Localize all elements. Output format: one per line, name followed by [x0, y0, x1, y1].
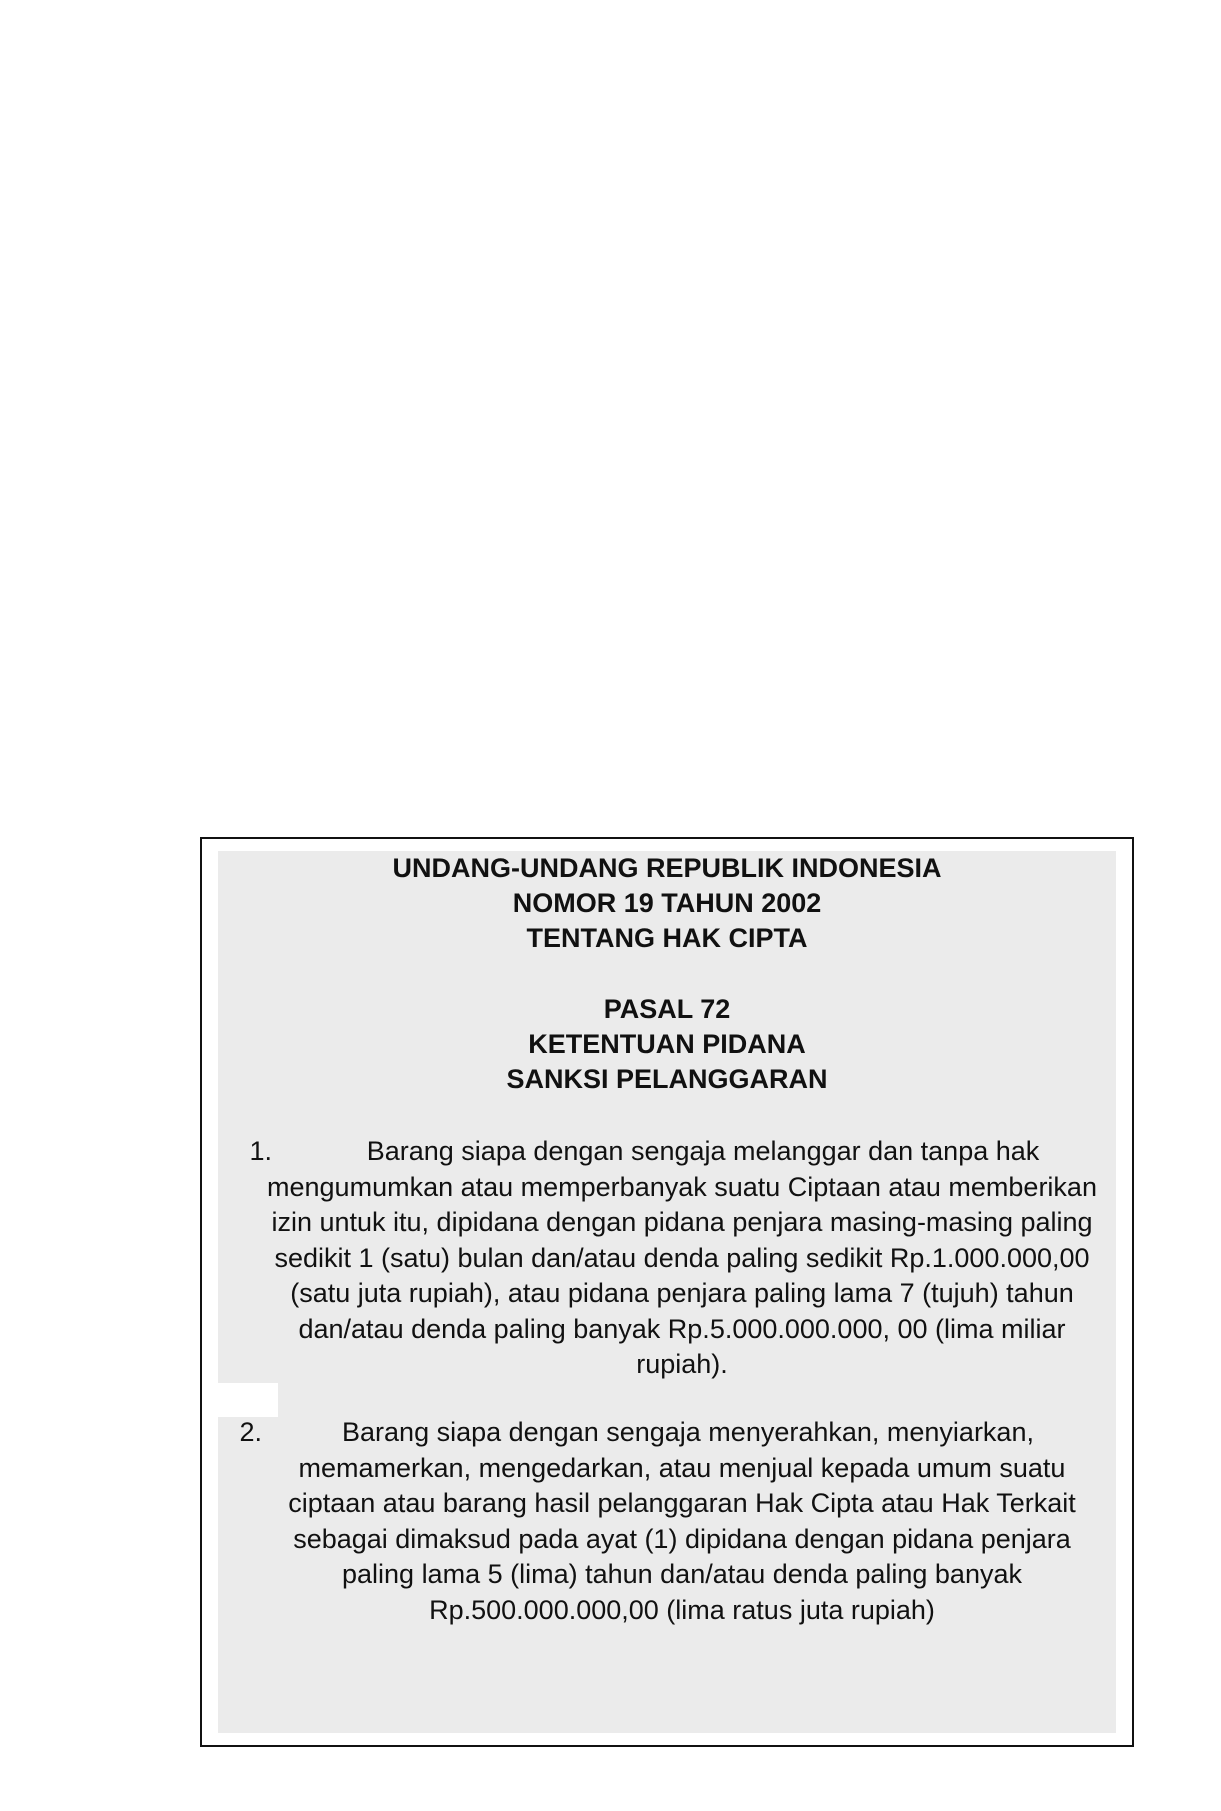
clause-text: Barang siapa dengan sengaja melanggar dan tanpa hak mengumumkan atau memperbanyak suatu Ciptaan atau memberikan izin untuk itu, dipidana dengan pidana penjara masing-masing paling sedikit 1 (satu) bulan dan/atau denda paling sedikit Rp.1.000.000,00 (satu juta rupiah), atau pidana penjara paling lama 7 (tujuh) tahun dan/atau denda paling banyak Rp.5.000.000.000, 00 (lima miliar rupiah). [267, 1136, 1097, 1379]
article-title: KETENTUAN PIDANA [528, 1029, 806, 1059]
law-number-line: NOMOR 19 TAHUN 2002 [512, 888, 822, 918]
clause-text: Barang siapa dengan sengaja menyerahkan, menyiarkan, memamerkan, mengedarkan, atau menjual kepada umum suatu ciptaan atau barang hasil pelanggaran Hak Cipta atau Hak Terkait sebagai dimaksud pada ayat (1) dipidana dengan pidana penjara paling lama 5 (lima) tahun dan/atau denda paling banyak Rp.500.000.000,00 (lima ratus juta rupiah) [288, 1417, 1076, 1625]
clause-number: 1. [249, 1136, 272, 1166]
article-number: PASAL 72 [603, 994, 731, 1024]
clause-number: 2. [239, 1417, 262, 1447]
clause-item [218, 1415, 1116, 1628]
article-heading [218, 992, 1116, 1097]
article-subtitle: SANKSI PELANGGARAN [506, 1064, 828, 1094]
law-subject-line: TENTANG HAK CIPTA [526, 923, 808, 953]
law-title [218, 851, 1116, 956]
panel-notch [218, 1383, 278, 1417]
clause-item [218, 1134, 1116, 1383]
law-title-line: UNDANG-UNDANG REPUBLIK INDONESIA [392, 853, 942, 883]
copyright-notice-box [200, 837, 1134, 1747]
